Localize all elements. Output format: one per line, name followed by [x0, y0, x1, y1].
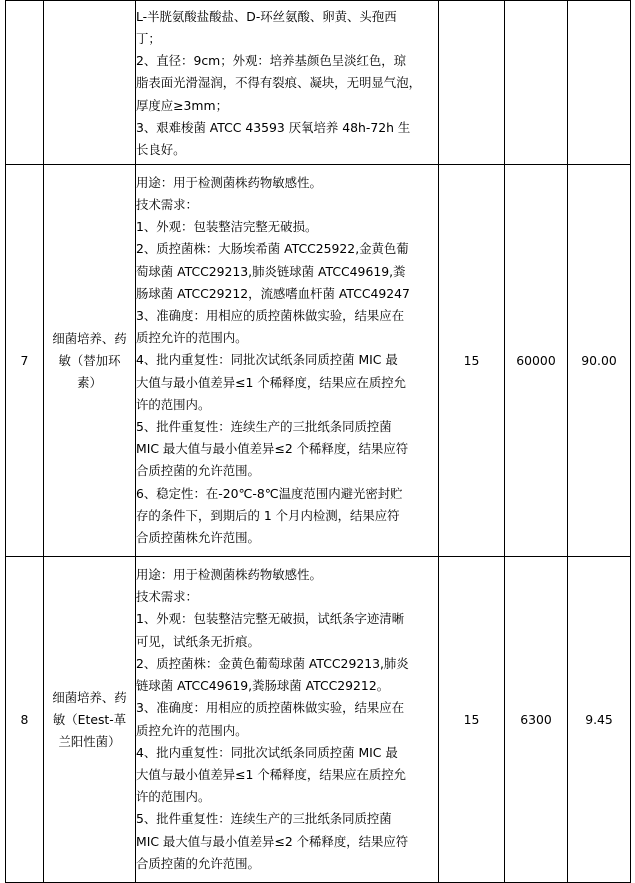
spec-line: 6、稳定性：在-20℃-8℃温度范围内避光密封贮 — [136, 485, 403, 501]
spec-line: 合质控菌的允许范围。 — [136, 463, 260, 479]
spec-table-body — [6, 1, 631, 883]
spec-line: 5、批件重复性：连续生产的三批纸条同质控菌 — [136, 419, 392, 434]
unit-price-cell: 6300 — [505, 557, 568, 883]
quantity-cell — [439, 1, 505, 165]
spec-line: 合质控菌的允许范围。 — [136, 855, 260, 871]
table-row — [6, 557, 631, 883]
spec-line: 厚度应≥3mm； — [136, 97, 228, 113]
spec-line: 技术需求： — [136, 196, 198, 212]
item-spec — [136, 165, 439, 557]
unit-price-cell — [505, 1, 568, 165]
spec-line: 存的条件下，到期后的 1 个月内检测，结果应符 — [136, 507, 400, 523]
spec-line: L-半胱氨酸盐酸盐、D-环丝氨酸、卵黄、头孢西 — [136, 8, 397, 24]
item-spec — [136, 1, 439, 165]
spec-line: 3、准确度：用相应的质控菌株做实验，结果应在 — [136, 307, 405, 323]
item-name-line: 素） — [77, 374, 102, 390]
spec-line: 2、直径：9cm；外观：培养基颜色呈淡红色，琼 — [136, 53, 407, 69]
spec-line: MIC 最大值与最小值差异≤2 个稀释度，结果应符 — [136, 833, 409, 849]
table-row — [6, 1, 631, 165]
spec-line: 大值与最小值差异≤1 个稀释度，结果应在质控允 — [136, 766, 407, 782]
item-name — [44, 165, 136, 557]
spec-line: 3、艰难梭菌 ATCC 43593 厌氧培养 48h-72h 生 — [136, 119, 411, 135]
spec-line: 长良好。 — [136, 142, 186, 157]
row-number — [6, 1, 44, 165]
unit-price-cell: 60000 — [505, 165, 568, 557]
spec-line: 质控允许的范围内。 — [136, 330, 248, 346]
quantity-cell: 15 — [439, 165, 505, 557]
spec-line: 技术需求： — [136, 589, 198, 605]
row-number: 7 — [6, 165, 44, 557]
spec-line: 质控允许的范围内。 — [136, 722, 248, 738]
spec-line: 许的范围内。 — [136, 789, 211, 805]
table-row — [6, 165, 631, 557]
row-number: 8 — [6, 557, 44, 883]
spec-line: 链球菌 ATCC49619,粪肠球菌 ATCC29212。 — [136, 678, 390, 694]
spec-line: 4、批内重复性：同批次试纸条同质控菌 MIC 最 — [136, 744, 398, 760]
item-name-line: 敏（Etest-革 — [52, 711, 127, 727]
spec-line: 用途：用于检测菌株药物敏感性。 — [136, 567, 322, 583]
spec-line: 3、准确度：用相应的质控菌株做实验，结果应在 — [136, 700, 405, 716]
spec-line: MIC 最大值与最小值差异≤2 个稀释度，结果应符 — [136, 441, 409, 457]
spec-line: 大值与最小值差异≤1 个稀释度，结果应在质控允 — [136, 374, 407, 390]
spec-line: 萄球菌 ATCC29213,肺炎链球菌 ATCC49619,粪 — [136, 263, 406, 279]
quantity-cell: 15 — [439, 557, 505, 883]
total-cell: 9.45 — [568, 557, 631, 883]
spec-line: 脂表面光滑湿润，不得有裂痕、凝块，无明显气泡， — [136, 75, 421, 91]
spec-line: 2、质控菌株：金黄色葡萄球菌 ATCC29213,肺炎 — [136, 655, 409, 671]
spec-line: 4、批内重复性：同批次试纸条同质控菌 MIC 最 — [136, 352, 398, 368]
item-name — [44, 1, 136, 165]
spec-line: 合质控菌株允许范围。 — [136, 530, 260, 546]
spec-line: 5、批件重复性：连续生产的三批纸条同质控菌 — [136, 811, 392, 827]
item-name-line: 敏（替加环 — [58, 352, 121, 368]
item-name-line: 兰阳性菌） — [58, 733, 121, 749]
spec-table — [5, 0, 631, 883]
item-name-line: 细菌培养、药 — [52, 330, 127, 346]
item-name-line: 细菌培养、药 — [52, 689, 127, 705]
item-spec — [136, 557, 439, 883]
spec-line: 丁； — [136, 30, 161, 46]
total-cell: 90.00 — [568, 165, 631, 557]
total-cell — [568, 1, 631, 165]
item-name — [44, 557, 136, 883]
spec-line: 许的范围内。 — [136, 396, 211, 412]
spec-line: 1、外观：包装整洁完整无破损，试纸条字迹清晰 — [136, 611, 405, 627]
spec-line: 1、外观：包装整洁完整无破损。 — [136, 219, 318, 235]
spec-line: 肠球菌 ATCC29212，流感嗜血杆菌 ATCC49247 — [136, 285, 410, 301]
spec-line: 用途：用于检测菌株药物敏感性。 — [136, 174, 322, 190]
spec-line: 可见，试纸条无折痕。 — [136, 633, 260, 649]
spec-line: 2、质控菌株：大肠埃希菌 ATCC25922,金黄色葡 — [136, 241, 409, 257]
